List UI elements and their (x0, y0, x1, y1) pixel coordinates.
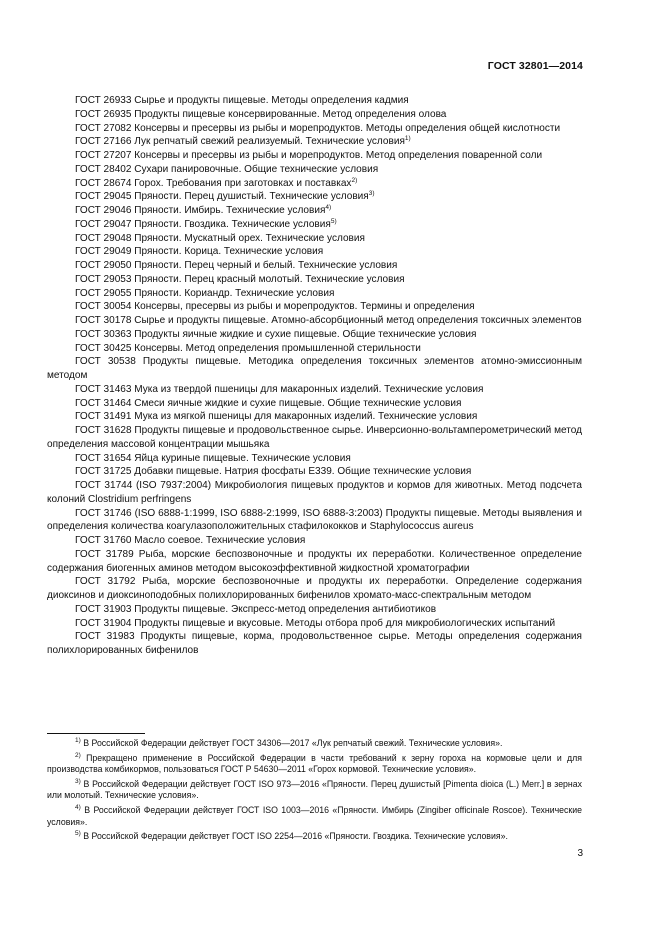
footnote-number: 1) (75, 737, 81, 744)
reference-entry (47, 314, 582, 328)
footnote-marker: 4) (325, 204, 332, 211)
reference-text: ГОСТ 30054 Консервы, пресервы из рыбы и морепродуктов. Термины и определения (75, 301, 475, 313)
reference-entry (47, 177, 582, 191)
footnote (47, 753, 582, 776)
reference-entry (47, 479, 582, 507)
reference-entry (47, 424, 582, 452)
footnote (47, 779, 582, 802)
reference-text: ГОСТ 27082 Консервы и пресервы из рыбы и морепродуктов. Методы определения общей кислотности (75, 122, 561, 134)
reference-text: ГОСТ 31760 Масло соевое. Технические условия (75, 535, 306, 546)
reference-text: ГОСТ 31903 Продукты пищевые. Экспресс-метод определения антибиотиков (75, 603, 437, 615)
reference-text: ГОСТ 31792 Рыба, морские беспозвоночные и продукты их переработки. Определение содержания диоксинов и диоксиноподобных полихлорированных бифенилов хромато-масс-спектральным методом (47, 576, 582, 601)
reference-entry (47, 575, 582, 603)
reference-text: ГОСТ 31628 Продукты пищевые и продовольственное сырье. Инверсионно-вольтамперометрический метод определения массовой концентрации мышьяка (47, 425, 582, 450)
reference-text: ГОСТ 28402 Сухари панировочные. Общие технические условия (75, 163, 379, 175)
reference-text: ГОСТ 31746 (ISO 6888-1:1999, ISO 6888-2:1999, ISO 6888-3:2003) Продукты пищевые. Методы выявления и определения количества коагулазоположительных стафилококков и Staphylococcus aureus (47, 507, 582, 533)
reference-entry (47, 617, 582, 631)
reference-text: ГОСТ 29048 Пряности. Мускатный орех. Технические условия (75, 232, 365, 244)
footnote-number: 3) (75, 777, 81, 785)
reference-text: ГОСТ 30538 Продукты пищевые. Методика определения токсичных элементов атомно-эмиссионным методом (47, 356, 582, 381)
reference-entry (47, 108, 582, 122)
reference-entry (47, 259, 582, 273)
reference-entry (47, 328, 582, 342)
reference-text: ГОСТ 27166 Лук репчатый свежий реализуемый. Технические условия (75, 136, 405, 148)
reference-text: ГОСТ 31744 (ISO 7937:2004) Микробиология пищевых продуктов и кормов для животных. Метод подсчета колоний Clostridium perfringens (47, 480, 582, 505)
footnote-text: В Российской Федерации действует ГОСТ 34306—2017 «Лук репчатый свежий. Технические условия». (83, 738, 503, 748)
reference-entry (47, 397, 582, 411)
footnote-text: Прекращено применение в Российской Федерации в части требований к зерну гороха на кормовые цели и для производства комбикормов, пользоваться ГОСТ Р 54630—2011 «Горох кормовой. Технические условия». (47, 752, 582, 775)
reference-entry (47, 342, 582, 356)
reference-entry (47, 603, 582, 617)
normative-references-list (47, 94, 582, 658)
reference-text: ГОСТ 31789 Рыба, морские беспозвоночные и продукты их переработки. Количественное определение содержания биогенных аминов методом высокоэффективной жидкостной хроматографии (47, 548, 582, 574)
reference-entry (47, 232, 582, 246)
page-number: 3 (577, 848, 583, 859)
reference-entry (47, 452, 582, 466)
footnote-marker: 3) (368, 190, 375, 198)
reference-text: ГОСТ 29049 Пряности. Корица. Технические условия (75, 246, 324, 258)
reference-text: ГОСТ 30363 Продукты яичные жидкие и сухие пищевые. Общие технические условия (75, 328, 477, 340)
footnote-separator (47, 733, 145, 734)
reference-text: ГОСТ 31725 Добавки пищевые. Натрия фосфаты Е339. Общие технические условия (75, 466, 472, 478)
reference-text: ГОСТ 29047 Пряности. Гвоздика. Технические условия (75, 218, 331, 230)
reference-text: ГОСТ 29050 Пряности. Перец черный и белый. Технические условия (75, 260, 398, 271)
reference-entry (47, 204, 582, 218)
reference-entry (47, 410, 582, 424)
reference-text: ГОСТ 26933 Сырье и продукты пищевые. Методы определения кадмия (75, 95, 409, 106)
reference-entry (47, 135, 582, 149)
footnote (47, 805, 582, 828)
reference-entry (47, 190, 582, 204)
reference-entry (47, 465, 582, 479)
reference-entry (47, 149, 582, 163)
footnote (47, 738, 582, 750)
reference-entry (47, 383, 582, 397)
reference-text: ГОСТ 31983 Продукты пищевые, корма, продовольственное сырье. Методы определения содержания полихлорированных бифенилов (47, 631, 582, 656)
reference-text: ГОСТ 27207 Консервы и пресервы из рыбы и морепродуктов. Метод определения поваренной соли (75, 150, 543, 161)
reference-entry (47, 287, 582, 301)
footnote-marker: 5) (330, 217, 337, 225)
footnote-text: В Российской Федерации действует ГОСТ ISO 1003—2016 «Пряности. Имбирь (Zingiber officinale Roscoe). Технические условия». (47, 804, 582, 827)
reference-text: ГОСТ 30178 Сырье и продукты пищевые. Атомно-абсорбционный метод определения токсичных элементов (75, 315, 582, 326)
reference-text: ГОСТ 31904 Продукты пищевые и вкусовые. Методы отбора проб для микробиологических испытаний (75, 617, 556, 629)
reference-entry (47, 630, 582, 658)
footnote-text: В Российской Федерации действует ГОСТ ISO 973—2016 «Пряности. Перец душистый [Pimenta dioica (L.) Merr.] в зернах или молотый. Технические условия». (47, 778, 583, 801)
reference-entry (47, 163, 582, 177)
reference-entry (47, 507, 582, 535)
footnote-number: 2) (75, 751, 81, 759)
reference-entry (47, 548, 582, 576)
document-code-header: ГОСТ 32801—2014 (487, 60, 583, 72)
reference-entry (47, 94, 582, 108)
reference-entry (47, 534, 582, 548)
reference-text: ГОСТ 29055 Пряности. Кориандр. Технические условия (75, 287, 335, 299)
footnote-marker: 1) (404, 135, 411, 143)
reference-text: ГОСТ 31463 Мука из твердой пшеницы для макаронных изделий. Технические условия (75, 383, 484, 395)
footnote-marker: 2) (351, 176, 358, 184)
reference-entry (47, 300, 582, 314)
reference-text: ГОСТ 31491 Мука из мягкой пшеницы для макаронных изделий. Технические условия (75, 411, 478, 423)
reference-entry (47, 273, 582, 287)
reference-text: ГОСТ 29046 Пряности. Имбирь. Технические условия (75, 205, 326, 216)
footnote-number: 4) (75, 803, 81, 811)
footnote-text: В Российской Федерации действует ГОСТ ISO 2254—2016 «Пряности. Гвоздика. Технические условия». (83, 831, 508, 842)
reference-text: ГОСТ 29045 Пряности. Перец душистый. Технические условия (75, 191, 369, 203)
reference-text: ГОСТ 31464 Смеси яичные жидкие и сухие пищевые. Общие технические условия (75, 397, 462, 409)
reference-entry (47, 122, 582, 136)
reference-entry (47, 245, 582, 259)
footnote (47, 831, 582, 843)
reference-entry (47, 218, 582, 232)
reference-entry (47, 355, 582, 383)
footnote-number: 5) (75, 830, 81, 838)
reference-text: ГОСТ 26935 Продукты пищевые консервированные. Метод определения олова (75, 108, 447, 120)
reference-text: ГОСТ 28674 Горох. Требования при заготовках и поставках (75, 177, 352, 189)
footnotes (47, 738, 582, 846)
reference-text: ГОСТ 31654 Яйца куриные пищевые. Технические условия (75, 452, 351, 464)
reference-text: ГОСТ 30425 Консервы. Метод определения промышленной стерильности (75, 342, 421, 354)
reference-text: ГОСТ 29053 Пряности. Перец красный молотый. Технические условия (75, 273, 405, 285)
